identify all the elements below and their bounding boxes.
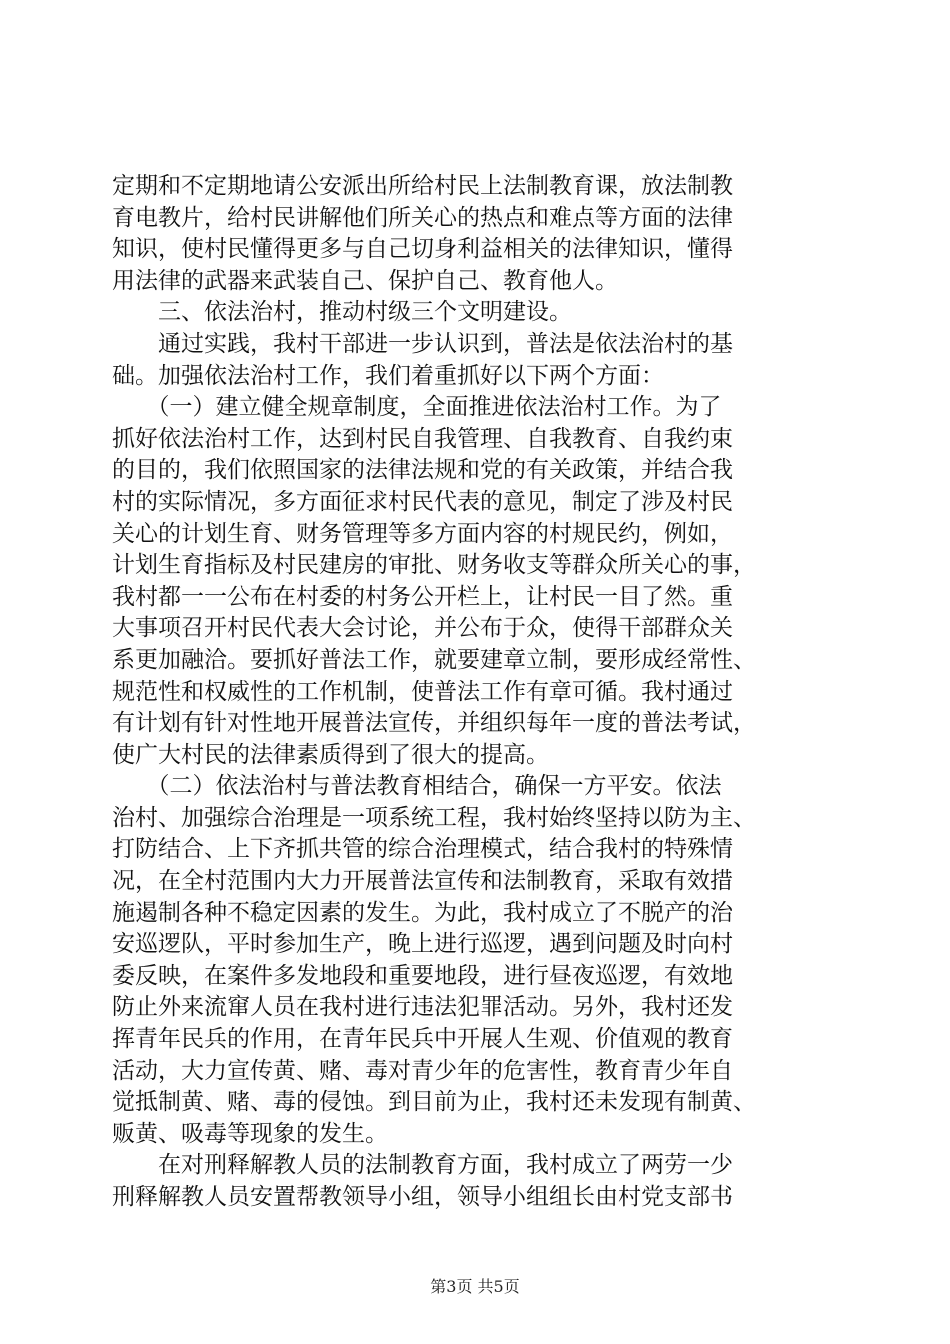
text-line: 觉抵制黄、赌、毒的侵蚀。到目前为止，我村还未发现有制黄、 bbox=[112, 1089, 756, 1116]
text-line: 规范性和权威性的工作机制，使普法工作有章可循。我村通过 bbox=[112, 678, 733, 705]
text-line: 施遏制各种不稳定因素的发生。为此，我村成立了不脱产的治 bbox=[112, 899, 733, 926]
text-line: 况，在全村范围内大力开展普法宣传和法制教育，采取有效措 bbox=[112, 868, 733, 895]
text-line: 治村、加强综合治理是一项系统工程，我村始终坚持以防为主、 bbox=[112, 804, 756, 831]
text-line: （一）建立健全规章制度，全面推进依法治村工作。为了 bbox=[112, 394, 722, 421]
text-line: 安巡逻队，平时参加生产，晚上进行巡逻，遇到问题及时向村 bbox=[112, 931, 733, 958]
text-line: 打防结合、上下齐抓共管的综合治理模式，结合我村的特殊情 bbox=[112, 836, 733, 863]
text-line: 我村都一一公布在村委的村务公开栏上，让村民一目了然。重 bbox=[112, 583, 733, 610]
page-footer: 第3页 共5页 bbox=[430, 1277, 520, 1296]
text-line: 村的实际情况，多方面征求村民代表的意见，制定了涉及村民 bbox=[112, 488, 733, 515]
text-line: 知识，使村民懂得更多与自己切身利益相关的法律知识，懂得 bbox=[112, 236, 733, 263]
text-line: 关心的计划生育、财务管理等多方面内容的村规民约，例如， bbox=[112, 520, 733, 547]
text-line: 定期和不定期地请公安派出所给村民上法制教育课，放法制教 bbox=[112, 173, 733, 199]
text-line: 系更加融洽。要抓好普法工作，就要建章立制，要形成经常性、 bbox=[112, 646, 756, 673]
text-line: 础。加强依法治村工作，我们着重抓好以下两个方面： bbox=[112, 362, 664, 389]
text-line: （二）依法治村与普法教育相结合，确保一方平安。依法 bbox=[112, 773, 722, 800]
text-line: 刑释解教人员安置帮教领导小组，领导小组组长由村党支部书 bbox=[112, 1184, 733, 1210]
text-line: 有计划有针对性地开展普法宣传，并组织每年一度的普法考试， bbox=[112, 710, 756, 737]
text-line: 用法律的武器来武装自己、保护自己、教育他人。 bbox=[112, 267, 618, 294]
text-line: 三、依法治村，推动村级三个文明建设。 bbox=[112, 299, 572, 326]
document-body bbox=[112, 171, 832, 1214]
text-line: 挥青年民兵的作用，在青年民兵中开展人生观、价值观的教育 bbox=[112, 1026, 733, 1053]
text-line: 育电教片，给村民讲解他们所关心的热点和难点等方面的法律 bbox=[112, 204, 733, 231]
text-line: 贩黄、吸毒等现象的发生。 bbox=[112, 1120, 388, 1147]
text-line: 通过实践，我村干部进一步认识到，普法是依法治村的基 bbox=[112, 330, 733, 357]
text-line: 委反映，在案件多发地段和重要地段，进行昼夜巡逻，有效地 bbox=[112, 962, 733, 989]
text-line: 活动，大力宣传黄、赌、毒对青少年的危害性，教育青少年自 bbox=[112, 1057, 733, 1084]
text-line: 的目的，我们依照国家的法律法规和党的有关政策，并结合我 bbox=[112, 457, 733, 484]
text-line: 在对刑释解教人员的法制教育方面，我村成立了两劳一少 bbox=[112, 1152, 733, 1179]
text-line: 防止外来流窜人员在我村进行违法犯罪活动。另外，我村还发 bbox=[112, 994, 733, 1021]
text-line: 大事项召开村民代表大会讨论，并公布于众，使得干部群众关 bbox=[112, 615, 733, 642]
text-line: 抓好依法治村工作，达到村民自我管理、自我教育、自我约束 bbox=[112, 425, 733, 452]
text-line: 计划生育指标及村民建房的审批、财务收支等群众所关心的事， bbox=[112, 552, 756, 579]
text-line: 使广大村民的法律素质得到了很大的提高。 bbox=[112, 741, 549, 768]
